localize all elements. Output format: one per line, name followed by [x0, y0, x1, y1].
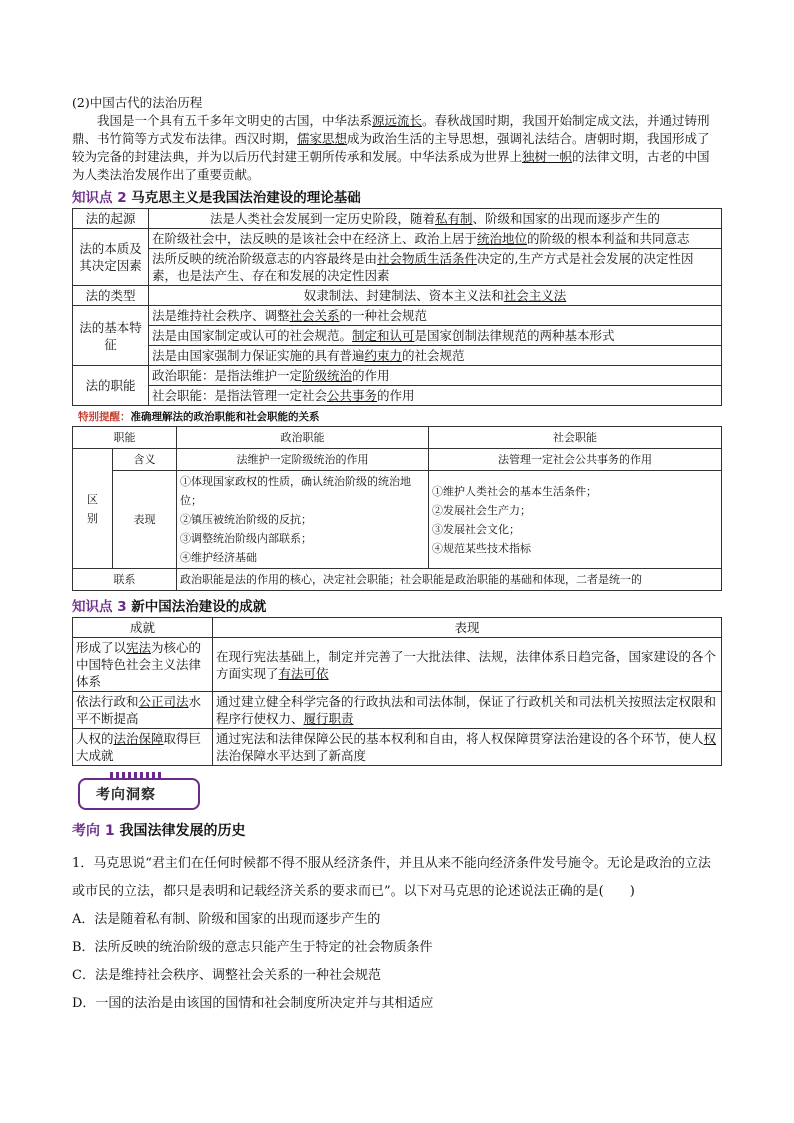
table-row: 区别 含义 法维护一定阶级统治的作用 法管理一定社会公共事务的作用: [73, 449, 722, 471]
badge-decoration-icon: [110, 772, 164, 780]
insight-badge: 考向洞察: [78, 772, 200, 810]
political-items: ①体现国家政权的性质，确认统治阶级的统治地位； ②镇压被统治阶级的反抗； ③调整统治阶级内部联系； ④维护经济基础: [177, 471, 429, 569]
history-paragraph: 我国是一个具有五千多年文明史的古国，中华法系源远流长。春秋战国时期，我国开始制定成文法，并通过铸刑鼎、书竹简等方式发布法律。西汉时期，儒家思想成为政治生活的主导思想，强调礼法结合。唐朝时期，我国形成了较为完备的封建法典，并为以后历代封建王朝所传承和发展。中华法系成为世界上独树一帜的法律文明，古老的中国为人类法治发展作出了重要贡献。: [72, 113, 710, 182]
social-items: ①维护人类社会的基本生活条件； ②发展社会生产力； ③发展社会文化； ④规范某些技术指标: [429, 471, 722, 569]
table-row: 法所反映的统治阶级意志的内容最终是由社会物质生活条件决定的,生产方式是社会发展的决定性因素，也是法产生、存在和发展的决定性因素: [73, 249, 722, 286]
history-heading: (2)中国古代的法治历程: [72, 95, 203, 110]
table-row: 人权的法治保障取得巨大成就 通过宪法和法律保障公民的基本权利和自由，将人权保障贯穿法治建设的各个环节，使人权法治保障水平达到了新高度: [73, 729, 722, 766]
document-page: [72, 94, 722, 1018]
table-row: 依法行政和公正司法水平不断提高 通过建立健全科学完备的行政执法和司法体制，保证了行政机关和司法机关按照法定权限和程序行使权力、履行职责: [73, 692, 722, 729]
special-reminder: 特别提醒：准确理解法的政治职能和社会职能的关系: [78, 411, 320, 423]
table-row: 法的本质及其决定因素 在阶级社会中，法反映的是该社会中在经济上、政治上居于统治地位的阶级的根本利益和共同意志: [73, 229, 722, 249]
option-a[interactable]: A．法是随着私有制、阶级和国家的出现而逐步产生的: [72, 912, 381, 927]
table-row: 成就 表现: [73, 618, 722, 638]
table-row: 法的起源 法是人类社会发展到一定历史阶段，随着私有制、阶级和国家的出现而逐步产生的: [73, 209, 722, 229]
table-row: 法是由国家制定或认可的社会规范。制定和认可是国家创制法律规范的两种基本形式: [73, 326, 722, 346]
table-row: 法的基本特征 法是维持社会秩序、调整社会关系的一种社会规范: [73, 306, 722, 326]
table-row: 联系 政治职能是法的作用的核心，决定社会职能；社会职能是政治职能的基础和体现，二者是统一的: [73, 569, 722, 591]
option-c[interactable]: C．法是维持社会秩序、调整社会关系的一种社会规范: [72, 968, 381, 983]
table-row: 社会职能：是指法管理一定社会公共事务的作用: [73, 386, 722, 406]
k2-heading: 知识点 2 马克思主义是我国法治建设的理论基础: [72, 190, 361, 206]
table-row: 形成了以宪法为核心的中国特色社会主义法律体系 在现行宪法基础上，制定并完善了一大批法律、法规，法律体系日趋完备，国家建设的各个方面实现了有法可依: [73, 638, 722, 692]
option-b[interactable]: B．法所反映的统治阶级的意志只能产生于特定的社会物质条件: [72, 940, 433, 955]
k3-table: [72, 617, 722, 766]
option-d[interactable]: D．一国的法治是由该国的国情和社会制度所决定并与其相适应: [72, 996, 434, 1011]
table-row: 职能 政治职能 社会职能: [73, 427, 722, 449]
question-stem: 1．马克思说“君主们在任何时候都不得不服从经济条件，并且从来不能向经济条件发号施令。无论是政治的立法或市民的立法，都只是表明和记载经济关系的要求而已”。以下对马克思的论述说法正确的是( ): [72, 856, 711, 899]
table-row: 表现 ①体现国家政权的性质，确认统治阶级的统治地位； ②镇压被统治阶级的反抗； ③调整统治阶级内部联系； ④维护经济基础 ①维护人类社会的基本生活条件； ②发展社会生产力； ③发展社会文化； ④规范某些技术指标: [73, 471, 722, 569]
table-row: 法的类型 奴隶制法、封建制法、资本主义法和社会主义法: [73, 286, 722, 306]
table-row: 法是由国家强制力保证实施的具有普遍约束力的社会规范: [73, 346, 722, 366]
kx1-heading: 考向 1 我国法律发展的历史: [72, 823, 246, 839]
function-table: [72, 426, 722, 591]
k3-heading: 知识点 3 新中国法治建设的成就: [72, 599, 267, 615]
k2-table: [72, 208, 722, 406]
table-row: 法的职能 政治职能：是指法维护一定阶级统治的作用: [73, 366, 722, 386]
